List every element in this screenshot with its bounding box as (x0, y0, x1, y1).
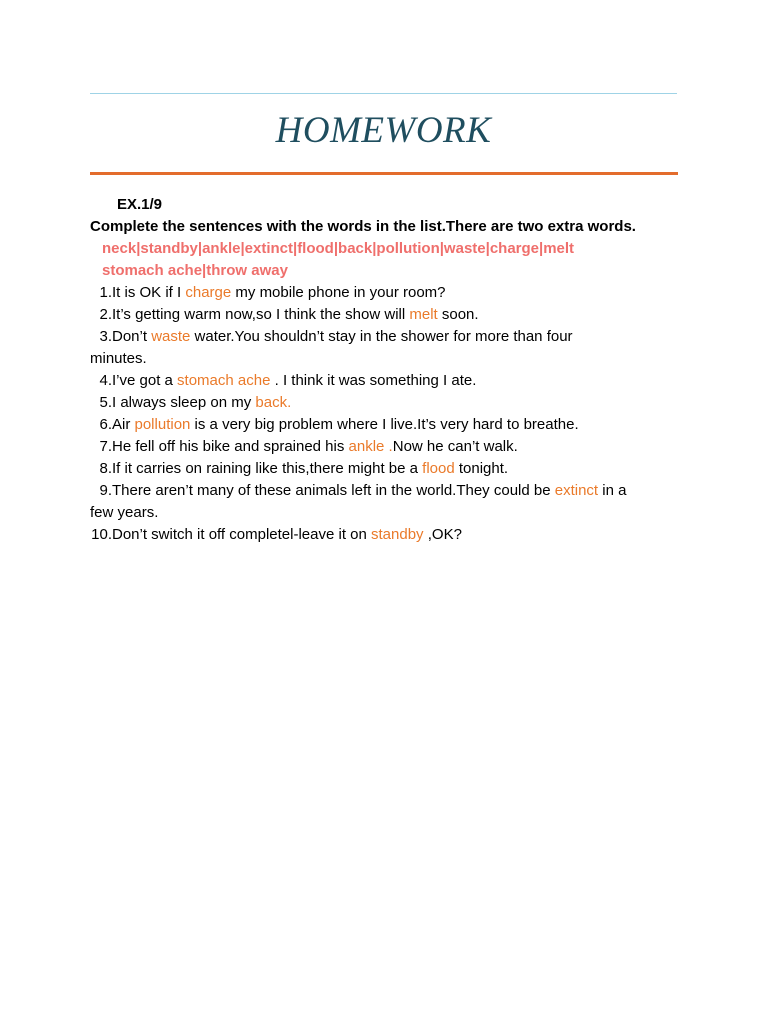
sentence-text-before: I’ve got a (112, 372, 178, 389)
exercise-content (90, 194, 680, 546)
sentence-text-before: There aren’t many of these animals left in the world.They could be (112, 482, 555, 499)
sentence-item (90, 524, 680, 546)
sentence-text-after: Now he can’t walk. (392, 438, 518, 455)
sentence-answer: pollution (134, 416, 191, 433)
sentence-text-after: my mobile phone in your room? (231, 284, 446, 301)
sentence-answer: extinct (554, 482, 599, 499)
sentence-answer: ankle . (348, 438, 393, 455)
sentence-text-before: It is OK if I (112, 284, 186, 301)
sentence-number: 1. (99, 284, 112, 301)
sentence-text-after: . I think it was something I ate. (270, 372, 477, 389)
sentence-number: 6. (99, 416, 112, 433)
sentence-text-before: Air (112, 416, 135, 433)
exercise-instruction: Complete the sentences with the words in the list.There are two extra words. (90, 218, 636, 235)
header-top-rule (90, 93, 677, 94)
sentence-text-after: water.You shouldn’t stay in the shower for more than four (190, 328, 573, 345)
sentence-answer: back. (255, 394, 292, 411)
sentence-number: 9. (99, 482, 112, 499)
sentence-item (90, 326, 680, 348)
sentence-item (90, 370, 680, 392)
sentence-text-after: is a very big problem where I live.It’s very hard to breathe. (190, 416, 579, 433)
sentence-text-before: I always sleep on my (112, 394, 256, 411)
sentence-number: 10. (91, 526, 112, 543)
sentence-text-before: He fell off his bike and sprained his (112, 438, 349, 455)
sentence-text-before: If it carries on raining like this,there might be a (112, 460, 423, 477)
sentence-number: 3. (99, 328, 112, 345)
sentence-text-before: Don’t switch it off completel-leave it on (112, 526, 372, 543)
sentence-item (90, 458, 680, 480)
sentence-text-after: soon. (437, 306, 479, 323)
sentence-continuation: minutes. (90, 350, 147, 367)
sentence-number: 5. (99, 394, 112, 411)
sentence-item (90, 414, 680, 436)
sentence-answer: melt (409, 306, 438, 323)
sentence-number: 2. (99, 306, 112, 323)
sentence-continuation: few years. (90, 504, 159, 521)
sentence-text-after: tonight. (454, 460, 509, 477)
sentence-item (90, 392, 680, 414)
sentence-text-before: It’s getting warm now,so I think the show will (112, 306, 410, 323)
sentence-answer: stomach ache (177, 372, 271, 389)
sentence-number: 8. (99, 460, 112, 477)
title-underline-rule (90, 172, 678, 175)
word-list-line-1: neck|standby|ankle|extinct|flood|back|pollution|waste|charge|melt (102, 240, 575, 257)
exercise-number: EX.1/9 (117, 196, 163, 213)
sentence-item (90, 436, 680, 458)
word-list-line-2: stomach ache|throw away (102, 262, 288, 279)
sentence-text-before: Don’t (112, 328, 152, 345)
sentence-answer: flood (422, 460, 455, 477)
sentence-text-after: ,OK? (423, 526, 462, 543)
sentence-item (90, 480, 680, 502)
sentence-item (90, 282, 680, 304)
page-title: HOMEWORK (275, 110, 492, 151)
sentence-answer: waste (151, 328, 191, 345)
sentence-answer: charge (185, 284, 232, 301)
sentence-item (90, 304, 680, 326)
sentence-text-after: in a (598, 482, 627, 499)
sentence-number: 7. (99, 438, 112, 455)
sentence-number: 4. (99, 372, 112, 389)
sentence-answer: standby (371, 526, 424, 543)
